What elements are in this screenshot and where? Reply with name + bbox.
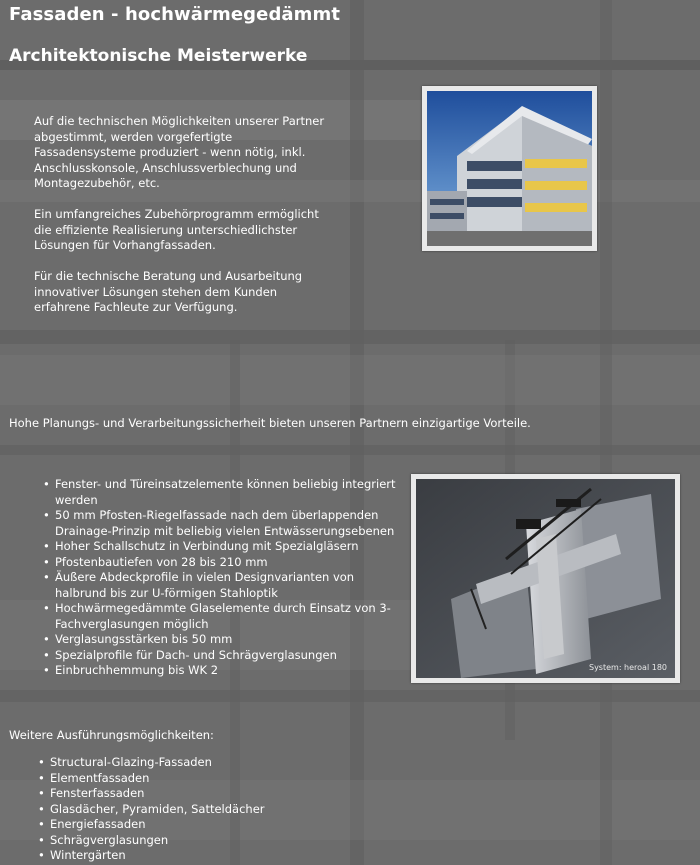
list-item: • Structural-Glazing-Fassaden <box>35 755 265 771</box>
list-item: • Äußere Abdeckprofile in vielen Designvarianten von halbrund bis zur U-förmigen Stahloptik <box>40 570 400 601</box>
page-subtitle: Architektonische Meisterwerke <box>9 46 308 66</box>
list-item: • Hoher Schallschutz in Verbindung mit Spezialgläsern <box>40 539 400 555</box>
list-item: • Glasdächer, Pyramiden, Satteldächer <box>35 802 265 818</box>
list-item: • 50 mm Pfosten-Riegelfassade nach dem überlappenden Drainage-Prinzip mit beliebig vielen Entwässerungsebenen <box>40 508 400 539</box>
list-item: • Verglasungsstärken bis 50 mm <box>40 632 400 648</box>
list-item: • Elementfassaden <box>35 771 265 787</box>
intro-text <box>34 114 334 331</box>
intro-paragraph: Auf die technischen Möglichkeiten unserer Partner abgestimmt, werden vorgefertigte Fassadensysteme produziert - wenn nötig, inkl. Anschlusskonsole, Anschlussverblechung und Montagezubehör, etc. <box>34 114 325 190</box>
intro-paragraph: Ein umfangreiches Zubehörprogramm ermöglicht die effiziente Realisierung unterschiedlichster Lösungen für Vorhangfassaden. <box>34 207 319 252</box>
page-title: Fassaden - hochwärmegedämmt <box>9 4 341 25</box>
building-photo-frame <box>422 86 597 251</box>
list-item: • Hochwärmegedämmte Glaselemente durch Einsatz von 3-Fachverglasungen möglich <box>40 601 400 632</box>
facade-profile-photo <box>416 479 675 678</box>
list-item: • Einbruchhemmung bis WK 2 <box>40 663 400 679</box>
more-options-title: Weitere Ausführungsmöglichkeiten: <box>9 728 214 742</box>
photo-caption: System: heroal 180 <box>588 663 667 672</box>
list-item: • Pfostenbautiefen von 28 bis 210 mm <box>40 555 400 571</box>
intro-paragraph: Für die technische Beratung und Ausarbeitung innovativer Lösungen stehen dem Kunden erfahrene Fachleute zur Verfügung. <box>34 269 303 314</box>
list-item: • Wintergärten <box>35 848 265 864</box>
list-item: • Fensterfassaden <box>35 786 265 802</box>
building-photo <box>427 91 592 246</box>
more-options-list <box>35 755 265 864</box>
list-item: • Schrägverglasungen <box>35 833 265 849</box>
profile-photo-frame <box>411 474 680 683</box>
list-item: • Fenster- und Türeinsatzelemente können beliebig integriert werden <box>40 477 400 508</box>
list-item: • Spezialprofile für Dach- und Schrägverglasungen <box>40 648 400 664</box>
list-item: • Energiefassaden <box>35 817 265 833</box>
statement-text: Hohe Planungs- und Verarbeitungssicherheit bieten unseren Partnern einzigartige Vorteile. <box>9 416 531 430</box>
features-list <box>40 477 400 679</box>
